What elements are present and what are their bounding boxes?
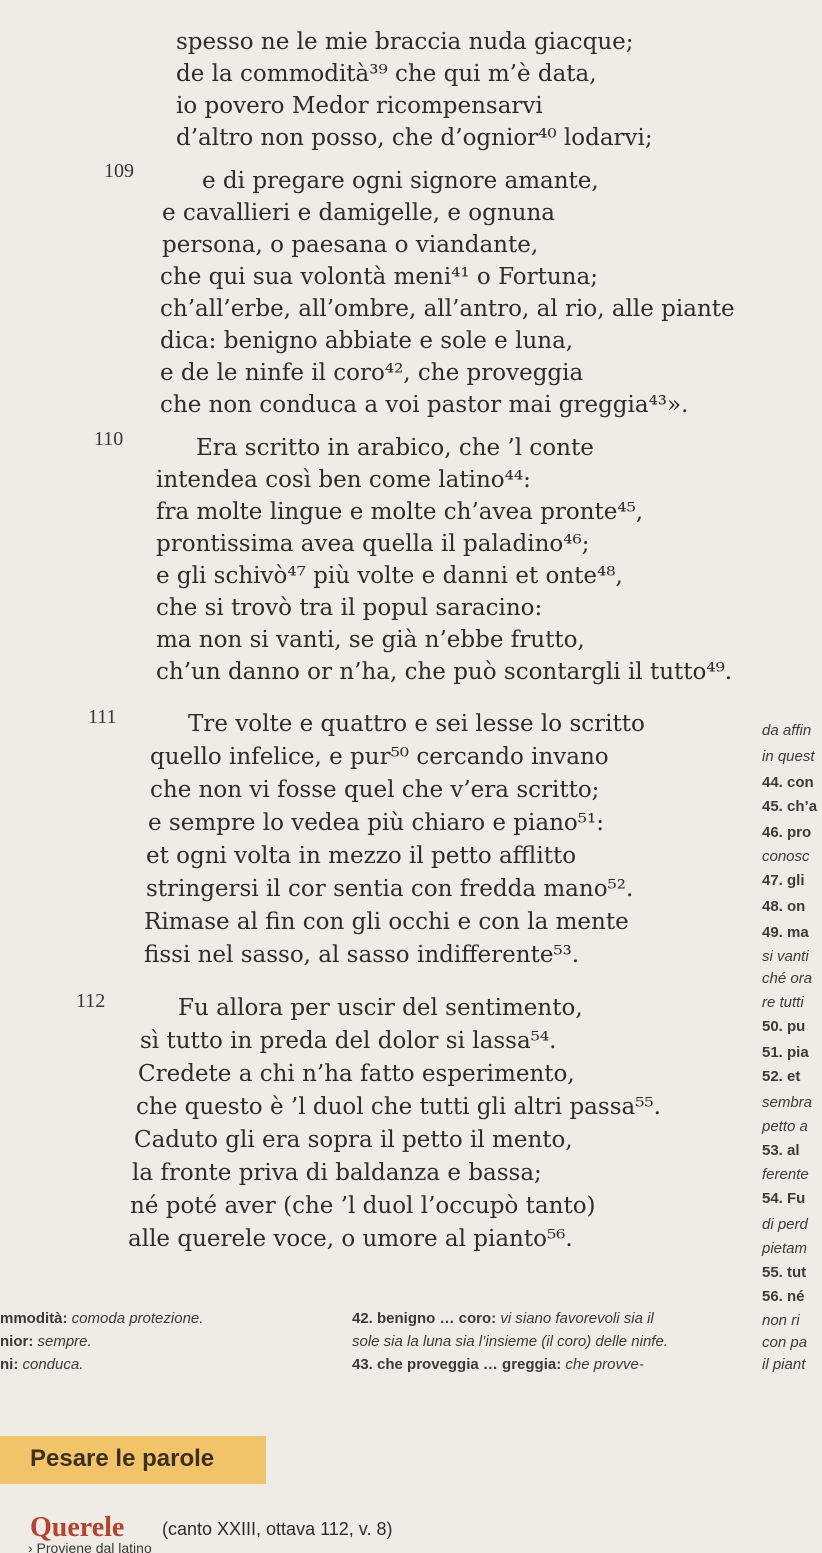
verse-line: intendea così ben come latino⁴⁴: [156,467,531,493]
section-reference: (canto XXIII, ottava 112, v. 8) [162,1519,393,1539]
side-note: 49. ma [762,924,809,941]
verse-line: Era scritto in arabico, che ’l conte [196,435,594,461]
footnote-text: che provve- [565,1356,644,1373]
stanza-number: 111 [88,706,117,728]
verse-line: e di pregare ogni signore amante, [202,168,599,194]
footnote [0,1333,92,1350]
verse-line: alle querele voce, o umore al pianto⁵⁶. [128,1226,573,1252]
stanza-number: 109 [104,160,134,182]
footnote-term: nior: [0,1333,34,1350]
verse-line: dica: benigno abbiate e sole e luna, [160,328,574,354]
side-note: 52. et [762,1068,801,1085]
footnote-term: mmodità: [0,1310,68,1327]
side-note: pietam [762,1240,808,1257]
verse-line: fissi nel sasso, al sasso indifferente⁵³. [144,942,580,968]
footnote-text: sole sia la luna sia l’insieme (il coro) delle ninfe. [352,1333,668,1350]
footnote [0,1310,203,1327]
section-word: Querele [30,1512,125,1543]
verse-line: che si trovò tra il popul saracino: [156,595,543,621]
verse-line: Rimase al fin con gli occhi e con la mente [144,909,629,935]
footnote-term: 43. che proveggia … greggia: [352,1356,562,1373]
verse-line: stringersi il cor sentia con fredda mano⁵². [146,876,634,902]
side-note: 48. on [762,898,806,915]
verse-line: persona, o paesana o viandante, [162,232,539,258]
verse-line: e de le ninfe il coro⁴², che proveggia [160,360,584,386]
verse-line: che questo è ’l duol che tutti gli altri passa⁵⁵. [136,1094,661,1120]
verse-line: ch’all’erbe, all’ombre, all’antro, al rio, alle piante [160,296,735,322]
side-note: ché ora [762,970,813,987]
footnote-text: comoda protezione. [71,1310,204,1327]
verse-line: la fronte priva di baldanza e bassa; [132,1160,542,1186]
side-note: ferente [762,1166,809,1183]
side-note: petto a [762,1118,808,1135]
verse-line: e sempre lo vedea più chiaro e piano⁵¹: [148,810,604,836]
footnote [0,1356,83,1373]
verse-line: che qui sua volontà meni⁴¹ o Fortuna; [160,264,598,290]
side-note: 51. pia [762,1044,809,1061]
verse-line: et ogni volta in mezzo il petto afflitto [146,843,577,869]
verse-line: Fu allora per uscir del sentimento, [178,995,583,1021]
side-note: re tutti [762,994,804,1011]
verse-line: quello infelice, e pur⁵⁰ cercando invano [150,744,609,770]
verse-line: prontissima avea quella il paladino⁴⁶; [156,531,590,557]
stanza-number: 112 [76,990,106,1012]
verse-line: fra molte lingue e molte ch’avea pronte⁴⁵, [156,499,644,525]
side-note: 54. Fu [762,1190,806,1207]
side-note: sembra [762,1094,813,1111]
verse-line: de la commodità³⁹ che qui m’è data, [176,61,597,87]
footnote-term: 42. benigno … coro: [352,1310,497,1327]
stanza-number: 110 [94,428,124,450]
side-note: non ri [762,1312,800,1329]
side-note: 55. tut [762,1264,807,1281]
side-note: 45. ch’a [762,798,818,815]
side-note: 53. al [762,1142,800,1159]
section-origin: › Proviene dal latino [28,1540,152,1553]
side-note: 47. gli [762,872,805,889]
verse-line: che non conduca a voi pastor mai greggia⁴³». [160,392,689,418]
side-note: 46. pro [762,824,812,841]
footnote-text: vi siano favorevoli sia il [500,1310,654,1327]
side-note: con pa [762,1334,808,1351]
verse-line: ch’un danno or n’ha, che può scontargli il tutto⁴⁹. [156,659,733,685]
footnote [352,1333,668,1350]
side-note: il piant [762,1356,806,1373]
side-note: di perd [762,1216,808,1233]
side-note: da affin [762,722,812,739]
side-note: si vanti [762,948,809,965]
footnote-text: conduca. [22,1356,84,1373]
verse-line: sì tutto in preda del dolor si lassa⁵⁴. [140,1028,557,1054]
section-label: Pesare le parole [30,1445,215,1472]
verse-line: spesso ne le mie braccia nuda giacque; [176,29,634,55]
side-note: 50. pu [762,1018,806,1035]
footnote [352,1356,644,1373]
side-note: 56. né [762,1288,805,1305]
verse-line: e gli schivò⁴⁷ più volte e danni et onte⁴⁸, [156,563,623,589]
footnote-term: ni: [0,1356,19,1373]
verse-line: io povero Medor ricompensarvi [176,93,543,119]
footnote [352,1310,654,1327]
verse-line: che non vi fosse quel che v’era scritto; [150,777,600,803]
verse-line: d’altro non posso, che d’ognior⁴⁰ lodarvi; [176,125,653,151]
side-note: conosc [762,848,810,865]
verse-line: né poté aver (che ’l duol l’occupò tanto) [130,1193,596,1219]
verse-line: Tre volte e quattro e sei lesse lo scritto [188,711,645,737]
verse-line: ma non si vanti, se già n’ebbe frutto, [156,627,585,653]
verse-line: Caduto gli era sopra il petto il mento, [134,1127,573,1153]
footnote-text: sempre. [37,1333,92,1350]
side-note: in quest [762,748,815,765]
verse-line: Credete a chi n’ha fatto esperimento, [138,1061,575,1087]
verse-line: e cavallieri e damigelle, e ognuna [162,200,556,226]
side-note: 44. con [762,774,814,791]
